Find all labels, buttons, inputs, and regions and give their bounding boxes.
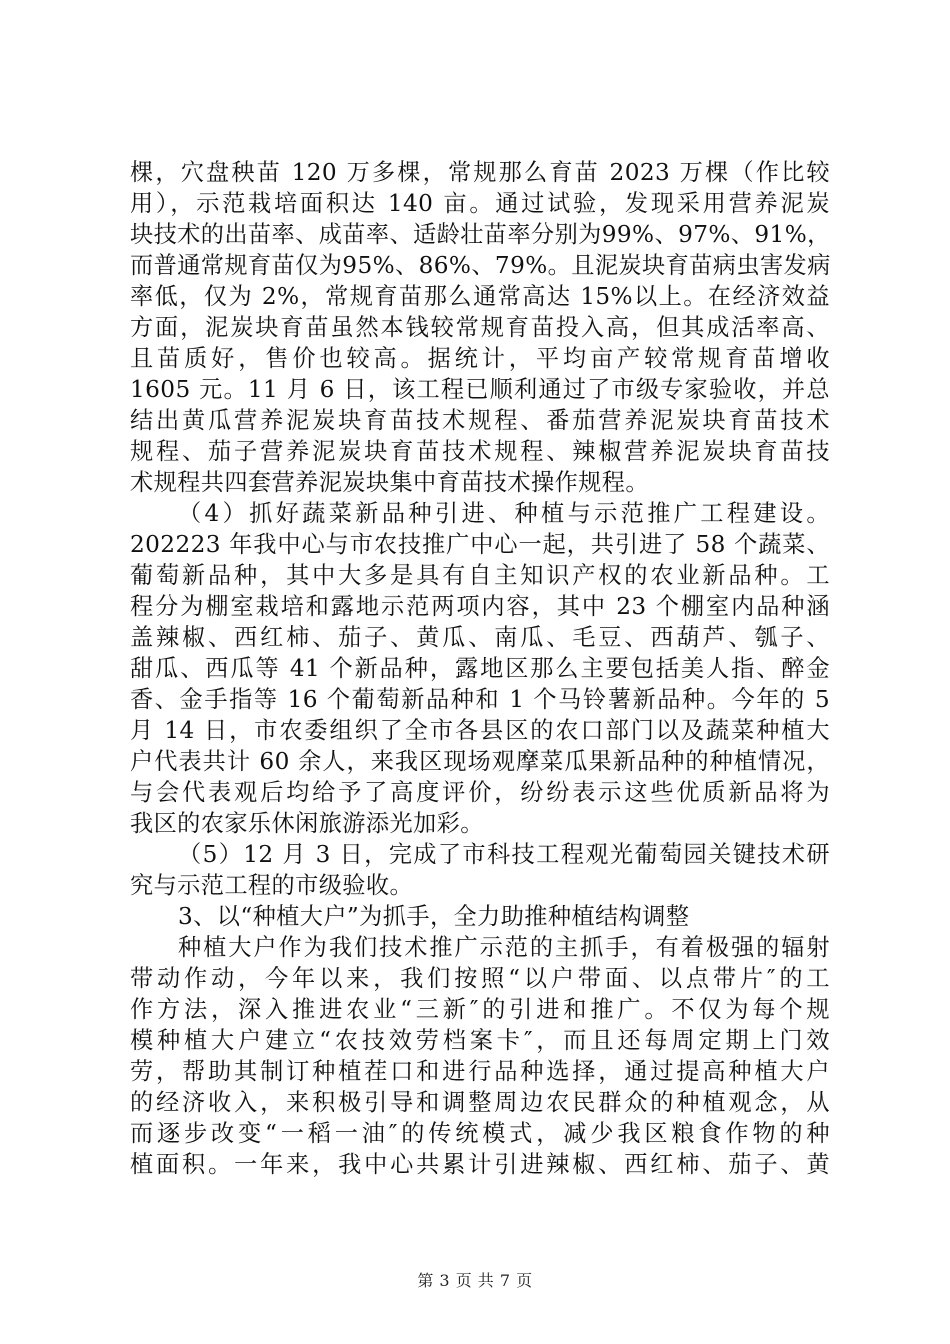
- text-line: 202223 年我中心与市农技推广中心一起，共引进了 58 个蔬菜、: [130, 531, 830, 558]
- section-heading-line: （4）抓好蔬菜新品种引进、种植与示范推广工程建设。: [178, 500, 830, 527]
- text-line: 香、金手指等 16 个葡萄新品种和 1 个马铃薯新品种。今年的 5: [130, 686, 830, 713]
- paragraph-start-line: 种植大户作为我们技术推广示范的主抓手，有着极强的辐射: [178, 934, 830, 961]
- text-line: 甜瓜、西瓜等 41 个新品种，露地区那么主要包括美人指、醉金: [130, 655, 830, 682]
- text-line: 模种植大户建立“农技效劳档案卡″，而且还每周定期上门效: [130, 1027, 830, 1054]
- text-line: 块技术的出苗率、成苗率、适龄壮苗率分别为99%、97%、91%，: [130, 221, 831, 248]
- text-line: 劳，帮助其制订种植茬口和进行品种选择，通过提高种植大户: [130, 1058, 830, 1085]
- text-line: 规程、茄子营养泥炭块育苗技术规程、辣椒营养泥炭块育苗技: [130, 438, 830, 465]
- text-line: 程分为棚室栽培和露地示范两项内容，其中 23 个棚室内品种涵: [130, 593, 830, 620]
- text-line: 而普通常规育苗仅为95%、86%、79%。且泥炭块育苗病虫害发病: [130, 252, 831, 279]
- text-line: 方面，泥炭块育苗虽然本钱较常规育苗投入高，但其成活率高、: [130, 314, 830, 341]
- text-line: 的经济收入，来积极引导和调整周边农民群众的种植观念，从: [130, 1089, 830, 1116]
- text-line: 究与示范工程的市级验收。: [130, 872, 414, 899]
- text-line: 带动作动，今年以来，我们按照“以户带面、以点带片″的工: [130, 965, 830, 992]
- text-line: 1605 元。11 月 6 日，该工程已顺利通过了市级专家验收，并总: [130, 376, 830, 403]
- text-line: 率低，仅为 2%，常规育苗那么通常高达 15%以上。在经济效益: [130, 283, 830, 310]
- document-body: [130, 157, 830, 1180]
- text-line: 棵，穴盘秧苗 120 万多棵，常规那么育苗 2023 万棵（作比较: [130, 159, 830, 186]
- text-line: 用），示范栽培面积达 140 亩。通过试验，发现采用营养泥炭: [130, 190, 830, 217]
- text-line: 盖辣椒、西红柿、茄子、黄瓜、南瓜、毛豆、西葫芦、瓠子、: [130, 624, 830, 651]
- text-line: 植面积。一年来，我中心共累计引进辣椒、西红柿、茄子、黄: [130, 1151, 830, 1178]
- text-line: 而逐步改变“一稻一油″的传统模式，减少我区粮食作物的种: [130, 1120, 830, 1147]
- text-line: 月 14 日，市农委组织了全市各县区的农口部门以及蔬菜种植大: [130, 717, 830, 744]
- section-heading-line: （5）12 月 3 日，完成了市科技工程观光葡萄园关键技术研: [178, 841, 830, 868]
- section-title: 3、以“种植大户”为抓手，全力助推种植结构调整: [178, 903, 690, 930]
- text-line: 葡萄新品种，其中大多是具有自主知识产权的农业新品种。工: [130, 562, 830, 589]
- text-line: 作方法，深入推进农业“三新″的引进和推广。不仅为每个规: [130, 996, 830, 1023]
- text-line: 且苗质好，售价也较高。据统计，平均亩产较常规育苗增收: [130, 345, 830, 372]
- text-line: 结出黄瓜营养泥炭块育苗技术规程、番茄营养泥炭块育苗技术: [130, 407, 830, 434]
- text-line: 我区的农家乐休闲旅游添光加彩。: [130, 810, 484, 837]
- text-line: 户代表共计 60 余人，来我区现场观摩菜瓜果新品种的种植情况，: [130, 748, 830, 775]
- text-line: 术规程共四套营养泥炭块集中育苗技术操作规程。: [130, 469, 649, 496]
- text-line: 与会代表观后均给予了高度评价，纷纷表示这些优质新品将为: [130, 779, 830, 806]
- page-number-footer: 第 3 页 共 7 页: [417, 1271, 533, 1290]
